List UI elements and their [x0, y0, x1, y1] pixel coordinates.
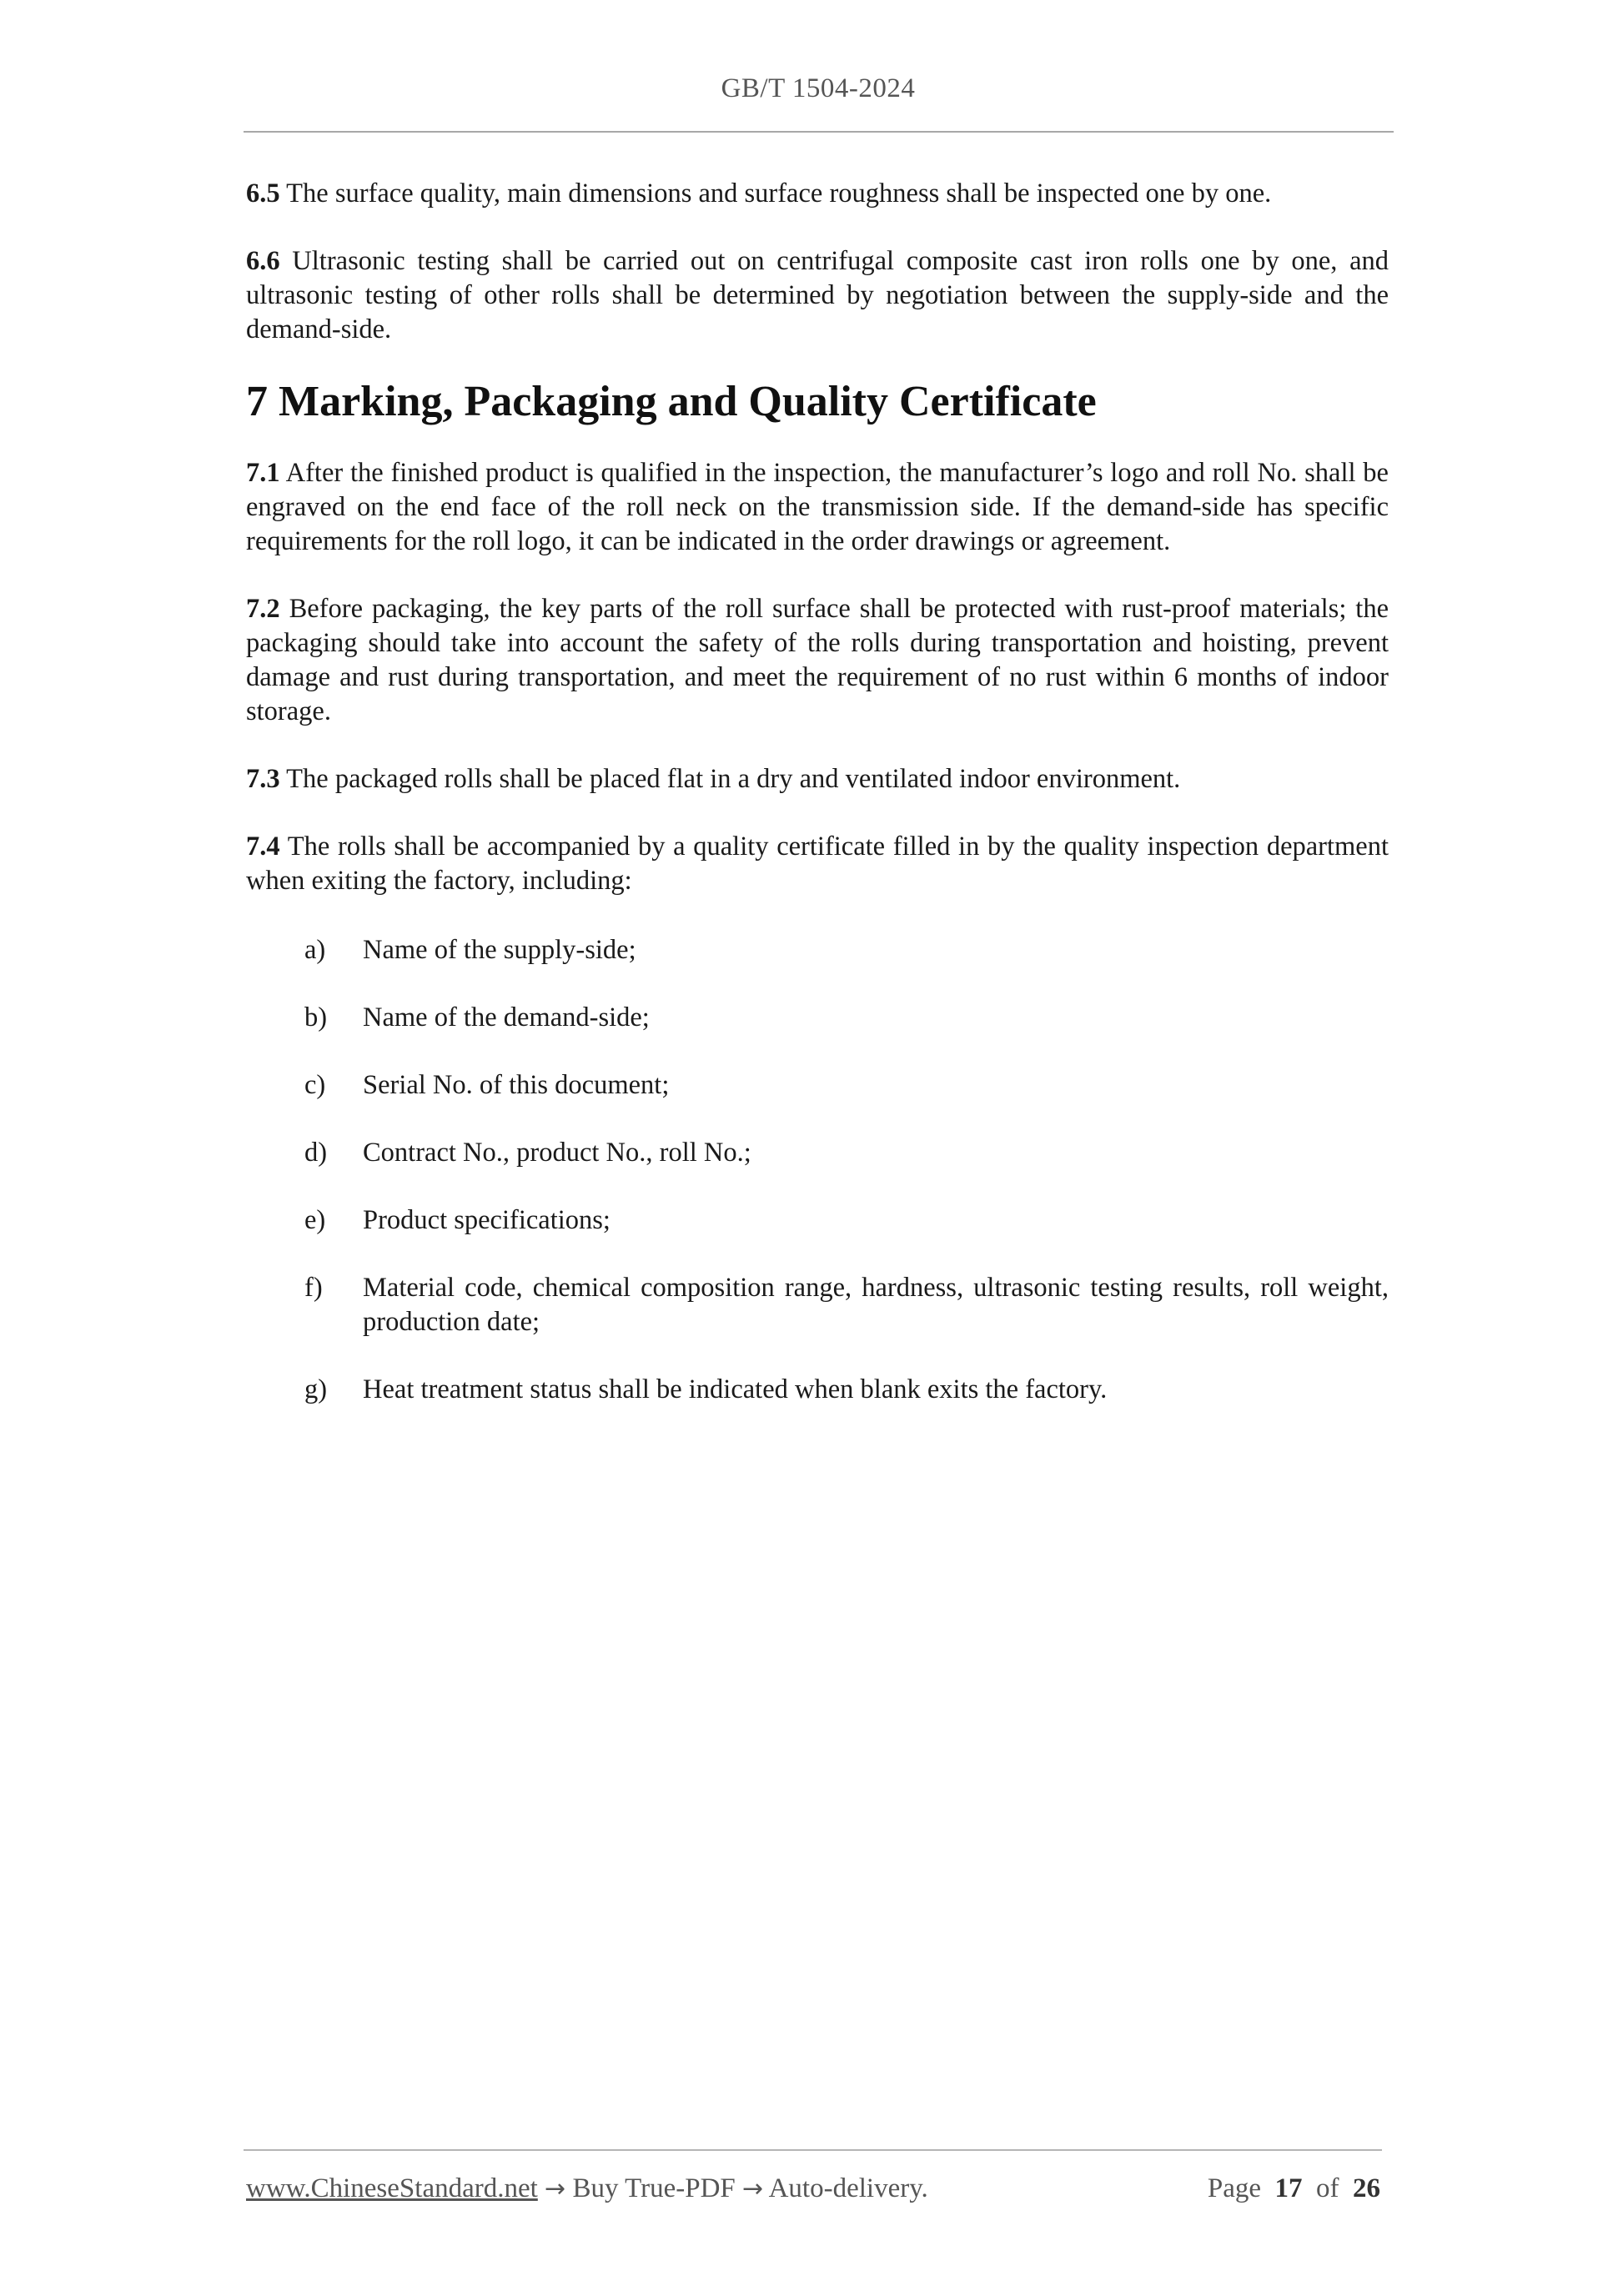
clause-number: 7.1	[246, 458, 280, 488]
clause-text: After the finished product is qualified in the inspection, the manufacturer’s logo and roll No. shall be engraved on the end face of the roll neck on the transmission side. If the demand-side has specific requirements for the roll logo, it can be indicated in the order drawings or agreement.	[246, 458, 1389, 556]
clause-7-1	[246, 456, 1389, 559]
list-item-text: Product specifications;	[363, 1205, 611, 1235]
list-item	[246, 1136, 1389, 1170]
arrow-right-icon: →	[742, 2174, 764, 2203]
page-total: 26	[1353, 2173, 1380, 2203]
list-item-letter: c)	[304, 1070, 326, 1100]
footer-promo	[246, 2173, 928, 2204]
clause-text: Before packaging, the key parts of the roll surface shall be protected with rust-proof materials; the packaging should take into account the safety of the rolls during transportation and hoisting, prevent damage and rust during transportation, and meet the requirement of no rust within 6 months of indoor storage.	[246, 594, 1389, 726]
page-body	[246, 177, 1389, 1440]
page-footer	[246, 2173, 1380, 2204]
clause-text: The rolls shall be accompanied by a quality certificate filled in by the quality inspection department when exiting the factory, including:	[246, 831, 1389, 896]
clause-7-3	[246, 762, 1389, 796]
list-item-text: Serial No. of this document;	[363, 1070, 670, 1100]
list-item-text: Heat treatment status shall be indicated when blank exits the factory.	[363, 1374, 1108, 1404]
list-item-letter: a)	[304, 935, 326, 965]
clause-6-6	[246, 244, 1389, 347]
clause-7-4	[246, 830, 1389, 898]
page-label: Page	[1207, 2173, 1261, 2203]
page-current: 17	[1274, 2173, 1303, 2203]
list-item-letter: b)	[304, 1002, 328, 1032]
clause-number: 6.6	[246, 246, 280, 276]
running-header: GB/T 1504-2024	[721, 73, 916, 103]
footer-divider	[244, 2149, 1382, 2151]
clause-number: 7.2	[246, 594, 280, 624]
list-item	[246, 1373, 1389, 1407]
header-divider	[244, 131, 1394, 133]
list-item-letter: e)	[304, 1205, 326, 1235]
list-item-text: Name of the supply-side;	[363, 935, 636, 965]
list-item-text: Contract No., product No., roll No.;	[363, 1138, 751, 1168]
delivery-text: Auto-delivery.	[768, 2173, 928, 2203]
page-number	[1208, 2173, 1380, 2204]
page-of: of	[1316, 2173, 1339, 2203]
clause-6-5	[246, 177, 1389, 211]
clause-number: 6.5	[246, 178, 280, 208]
certificate-contents-list	[246, 933, 1389, 1407]
list-item-text: Name of the demand-side;	[363, 1002, 650, 1032]
list-item-letter: d)	[304, 1138, 328, 1168]
list-item	[246, 1203, 1389, 1238]
buy-text: Buy True-PDF	[572, 2173, 736, 2203]
list-item	[246, 1068, 1389, 1103]
site-link[interactable]: www.ChineseStandard.net	[246, 2173, 538, 2203]
section-heading-7: 7 Marking, Packaging and Quality Certificate	[246, 378, 1097, 425]
list-item	[246, 1271, 1389, 1339]
list-item-letter: g)	[304, 1374, 328, 1404]
clause-number: 7.3	[246, 764, 280, 794]
clause-text: Ultrasonic testing shall be carried out on centrifugal composite cast iron rolls one by one, and ultrasonic testing of other rolls shall be determined by negotiation between the supply-side and the demand-side.	[246, 246, 1389, 344]
list-item-letter: f)	[304, 1273, 323, 1303]
list-item-text: Material code, chemical composition range, hardness, ultrasonic testing results, roll weight, production date;	[363, 1273, 1389, 1337]
list-item	[246, 933, 1389, 967]
clause-text: The surface quality, main dimensions and surface roughness shall be inspected one by one.	[286, 178, 1272, 208]
clause-text: The packaged rolls shall be placed flat in a dry and ventilated indoor environment.	[286, 764, 1181, 794]
clause-number: 7.4	[246, 831, 280, 862]
clause-7-2	[246, 592, 1389, 729]
arrow-right-icon: →	[545, 2174, 566, 2203]
list-item	[246, 1001, 1389, 1035]
